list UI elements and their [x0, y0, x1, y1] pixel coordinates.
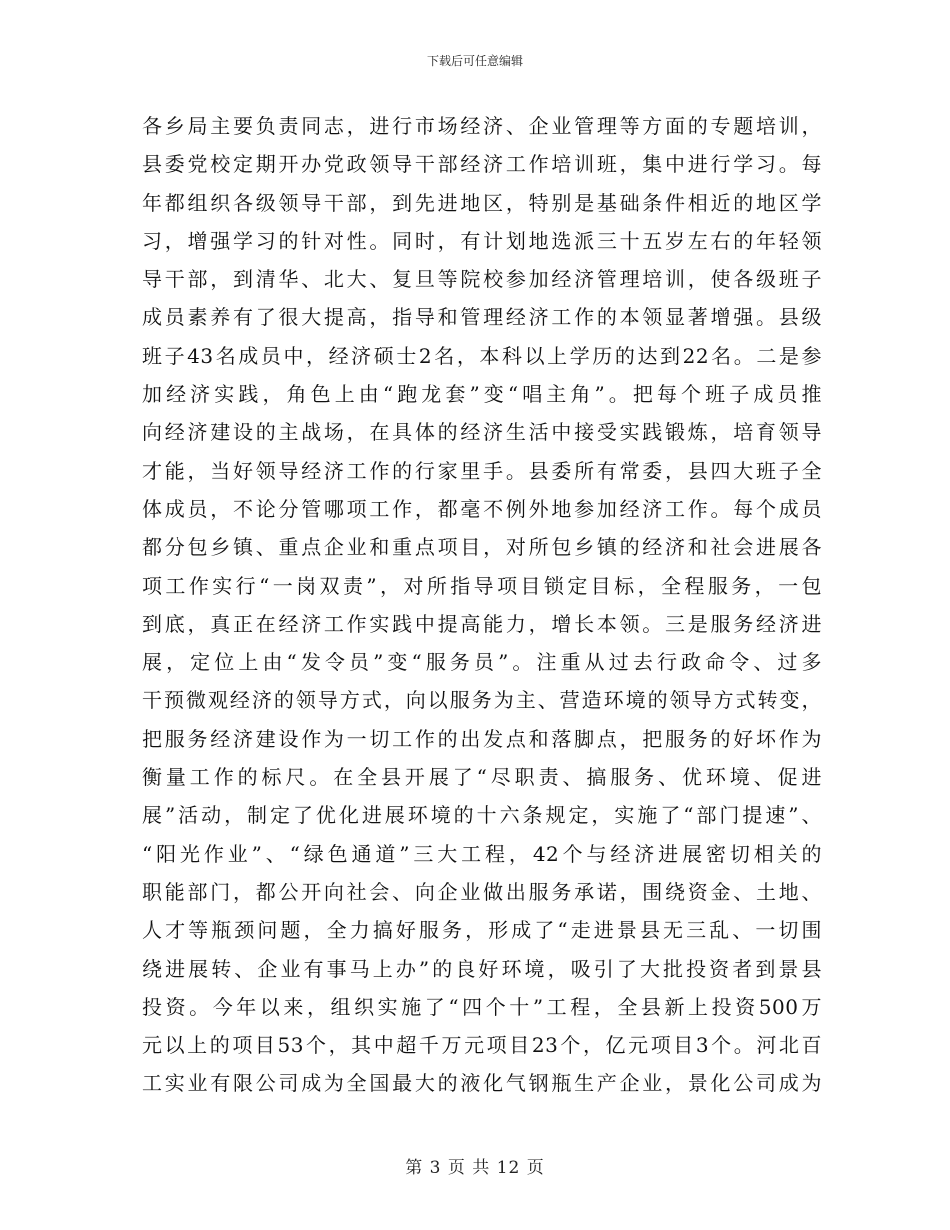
page-header: 下载后可任意编辑 [426, 54, 523, 68]
text-line: 班子43名成员中，经济硕士2名，本科以上学历的达到22名。二是参 [142, 343, 822, 368]
text-line: 习，增强学习的针对性。同时，有计划地选派三十五岁左右的年轻领 [142, 228, 822, 253]
text-line: 衡量工作的标尺。在全县开展了“尽职责、搞服务、优环境、促进 [142, 765, 822, 790]
text-line: 项工作实行“一岗双责”，对所指导项目锁定目标，全程服务，一包 [142, 573, 822, 598]
text-line: 展”活动，制定了优化进展环境的十六条规定，实施了“部门提速”、 [142, 803, 822, 828]
text-line: 才能，当好领导经济工作的行家里手。县委所有常委，县四大班子全 [142, 458, 822, 483]
text-line: 都分包乡镇、重点企业和重点项目，对所包乡镇的经济和社会进展各 [142, 535, 822, 560]
page-number: 第 3 页 共 12 页 [405, 1158, 545, 1178]
text-line: 成员素养有了很大提高，指导和管理经济工作的本领显著增强。县级 [142, 305, 822, 330]
text-line: “阳光作业”、“绿色通道”三大工程，42个与经济进展密切相关的 [142, 841, 822, 866]
text-line: 到底，真正在经济工作实践中提高能力，增长本领。三是服务经济进 [142, 611, 822, 636]
text-line: 体成员，不论分管哪项工作，都毫不例外地参加经济工作。每个成员 [142, 496, 822, 521]
text-line: 干预微观经济的领导方式，向以服务为主、营造环境的领导方式转变， [142, 688, 822, 713]
text-line: 投资。今年以来，组织实施了“四个十”工程，全县新上投资500万 [142, 994, 822, 1019]
text-line: 职能部门，都公开向社会、向企业做出服务承诺，围绕资金、土地、 [142, 879, 822, 904]
text-line: 各乡局主要负责同志，进行市场经济、企业管理等方面的专题培训， [142, 114, 822, 138]
text-line: 导干部，到清华、北大、复旦等院校参加经济管理培训，使各级班子 [142, 267, 822, 292]
text-line: 加经济实践，角色上由“跑龙套”变“唱主角”。把每个班子成员推 [142, 382, 822, 407]
text-line: 年都组织各级领导干部，到先进地区，特别是基础条件相近的地区学 [142, 190, 822, 215]
text-line: 展，定位上由“发令员”变“服务员”。注重从过去行政命令、过多 [142, 650, 822, 675]
text-line: 向经济建设的主战场，在具体的经济生活中接受实践锻炼，培育领导 [142, 420, 822, 445]
text-line: 人才等瓶颈问题，全力搞好服务，形成了“走进景县无三乱、一切围 [142, 918, 822, 943]
text-line: 绕进展转、企业有事马上办”的良好环境，吸引了大批投资者到景县 [142, 956, 822, 981]
body-text [142, 107, 822, 1103]
text-line: 元以上的项目53个，其中超千万元项目23个，亿元项目3个。河北百 [142, 1033, 822, 1058]
text-line: 工实业有限公司成为全国最大的液化气钢瓶生产企业，景化公司成为 [142, 1071, 822, 1096]
text-line: 县委党校定期开办党政领导干部经济工作培训班，集中进行学习。每 [142, 152, 822, 177]
text-line: 把服务经济建设作为一切工作的出发点和落脚点，把服务的好坏作为 [142, 726, 822, 751]
